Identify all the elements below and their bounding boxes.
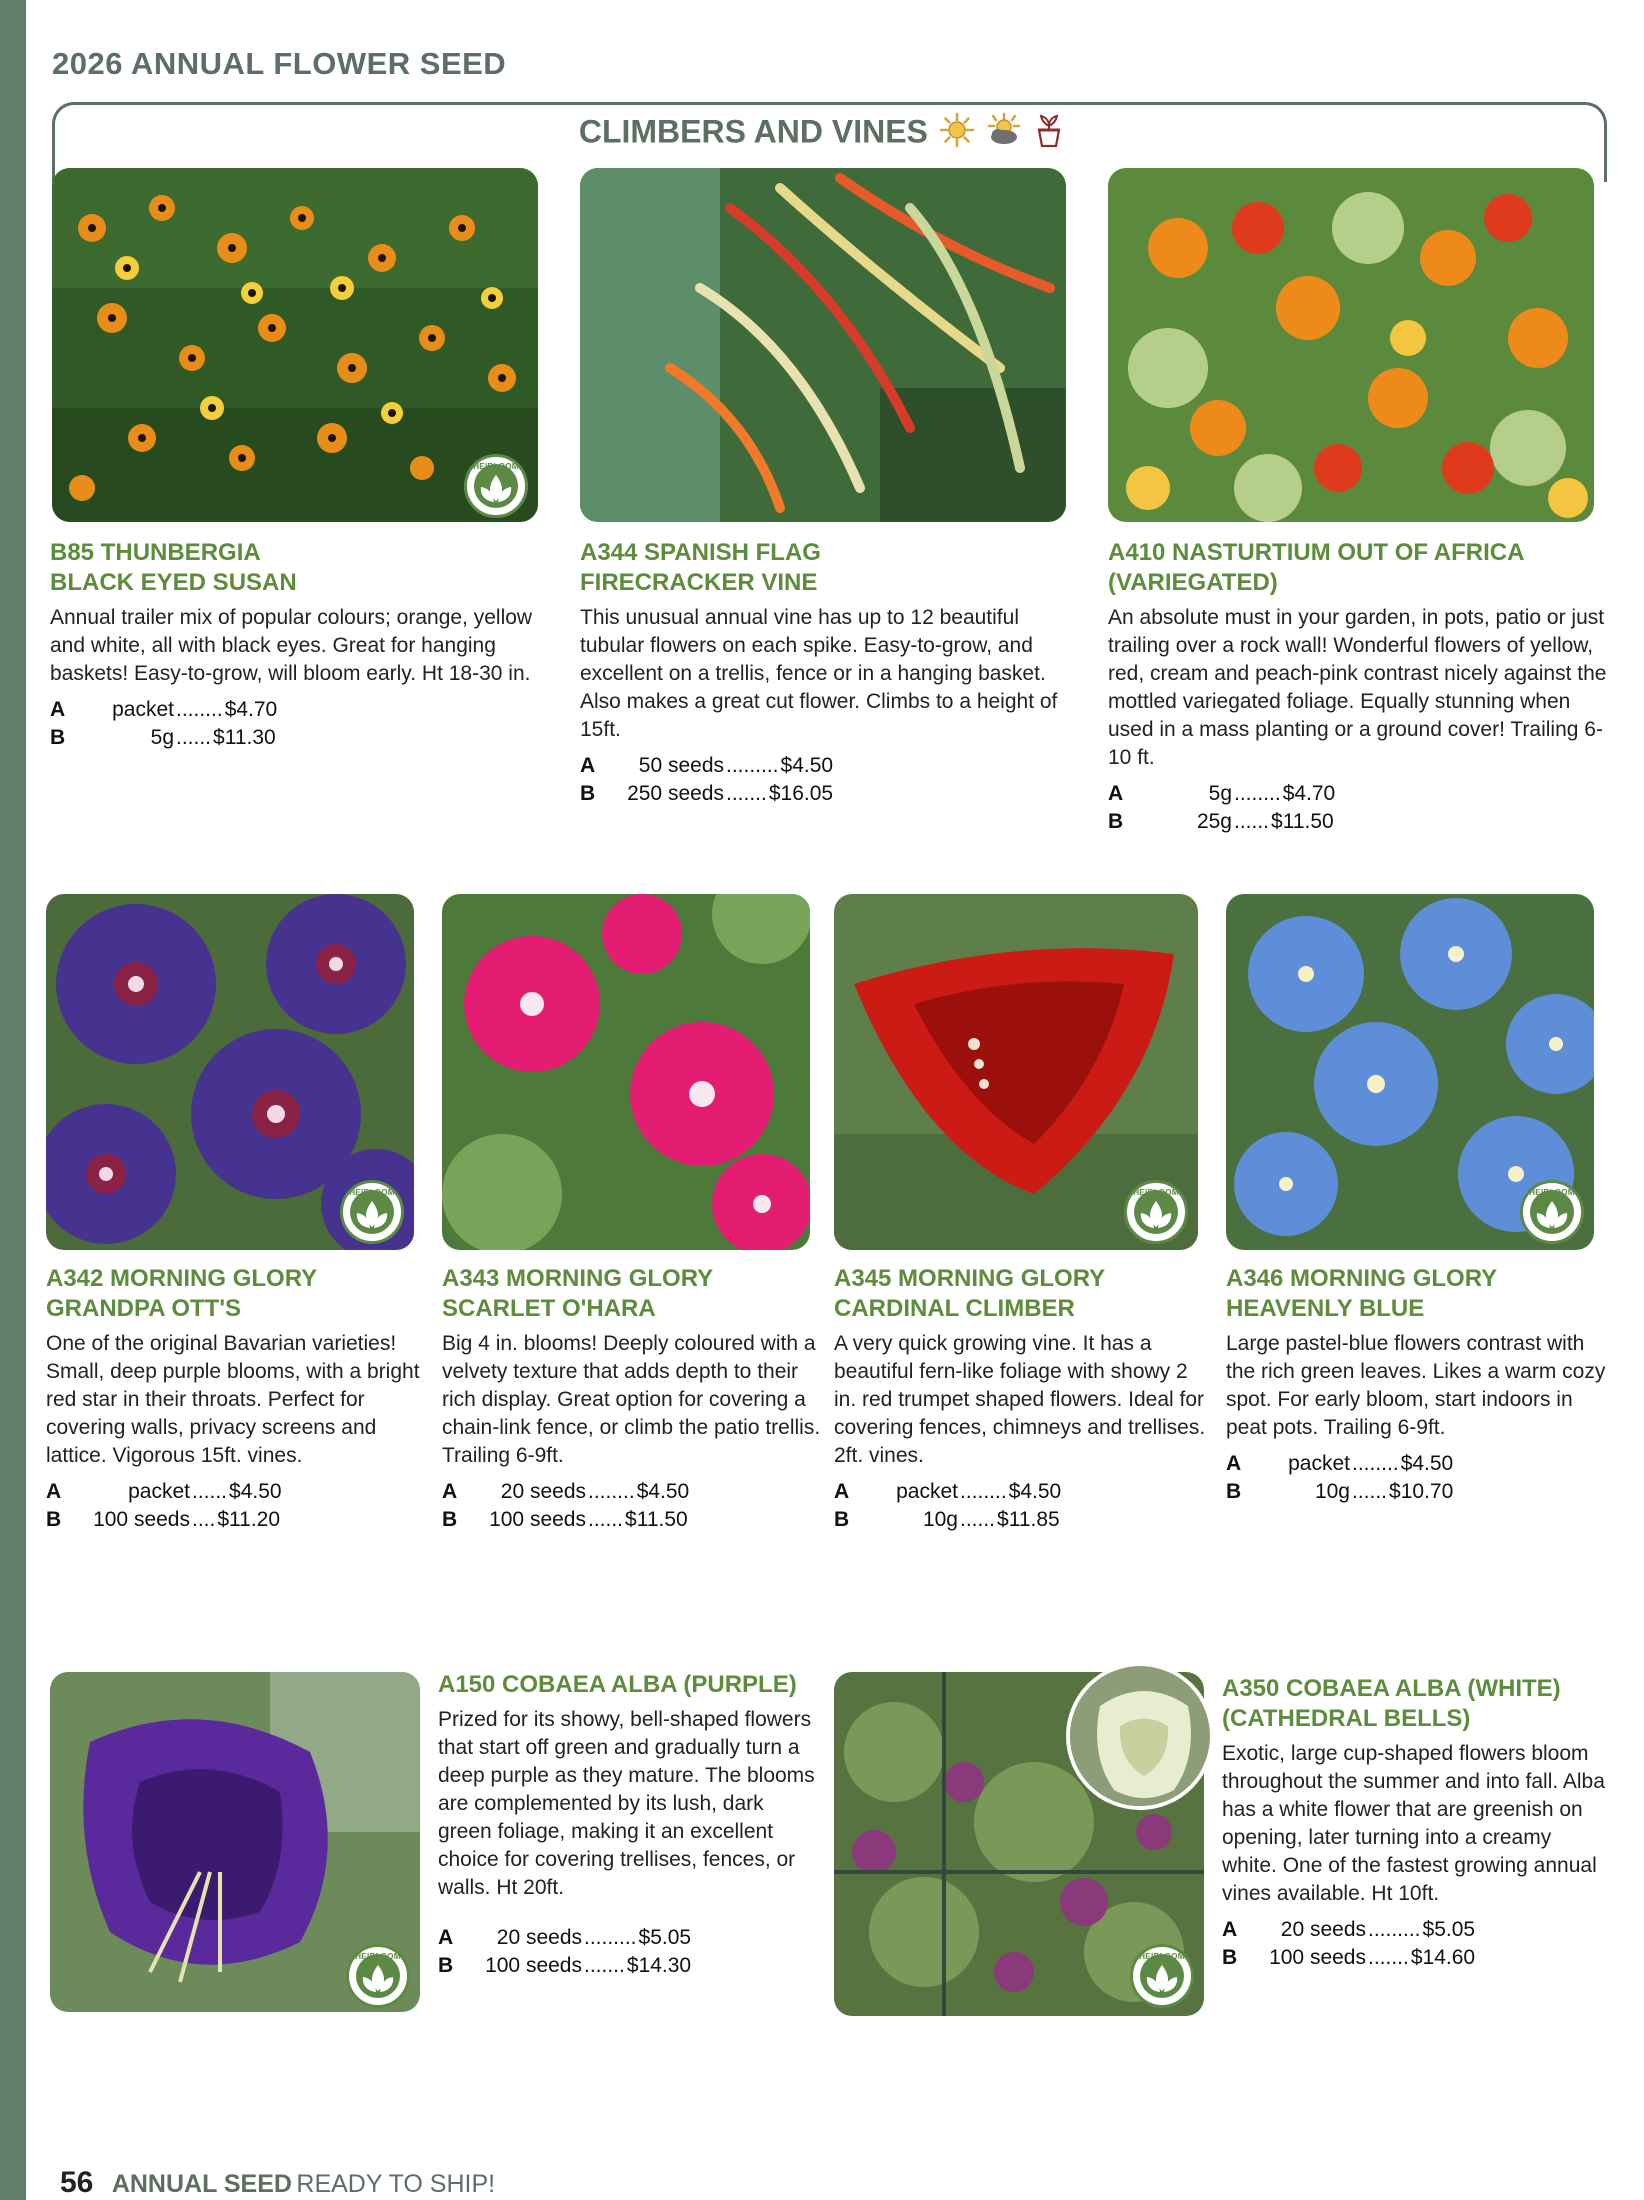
price-code: A	[1222, 1918, 1238, 1941]
heirloom-badge	[1130, 1944, 1194, 2008]
price-row-a	[580, 752, 1080, 780]
price-code: B	[438, 1954, 454, 1977]
price-size: 20 seeds	[500, 1480, 586, 1503]
price-list	[442, 1478, 822, 1534]
price-code: A	[438, 1926, 454, 1949]
price-code: B	[1226, 1480, 1242, 1503]
price-leader: ......	[192, 1480, 228, 1503]
product-a342	[46, 1264, 426, 1534]
price-size: 10g	[1314, 1480, 1350, 1503]
price-size: 10g	[922, 1508, 958, 1531]
product-title-line1: A342 MORNING GLORY	[46, 1265, 318, 1292]
price-leader: .........	[726, 754, 779, 777]
price-size: 50 seeds	[638, 754, 724, 777]
product-title-line2: (CATHEDRAL BELLS)	[1222, 1705, 1471, 1732]
page-header: 2026 ANNUAL FLOWER SEED	[52, 46, 507, 81]
product-title-line1: A343 MORNING GLORY	[442, 1265, 714, 1292]
section-title: CLIMBERS AND VINES	[578, 113, 928, 150]
price-list	[1108, 780, 1608, 836]
price-size: packet	[1288, 1452, 1350, 1475]
price-code: A	[1108, 782, 1124, 805]
heirloom-badge	[340, 1180, 404, 1244]
price-list	[46, 1478, 426, 1534]
price-leader: .......	[584, 1954, 625, 1977]
product-description: A very quick growing vine. It has a beautiful fern-like foliage with showy 2 in. red trumpet shaped flowers. Ideal for covering fences, chimneys and trellises. 2ft. vines.	[834, 1332, 1206, 1467]
product-title	[1222, 1674, 1606, 1734]
product-title-line2: HEAVENLY BLUE	[1226, 1295, 1425, 1322]
price-value: $11.50	[1271, 810, 1334, 833]
heirloom-badge-text: HEIRLOOM	[1529, 1188, 1575, 1197]
product-description: Exotic, large cup-shaped flowers bloom throughout the summer and into fall. Alba has a white flower that are greenish on opening, later turning into a creamy white. One of the fastest growing annual vines available. Ht 10ft.	[1222, 1742, 1605, 1905]
price-value: $11.85	[997, 1508, 1060, 1531]
price-value: $5.05	[638, 1926, 692, 1949]
product-title-line1: A410 NASTURTIUM OUT OF AFRICA	[1108, 539, 1525, 566]
heirloom-badge-text: HEIRLOOM	[349, 1188, 395, 1197]
price-value: $11.20	[217, 1508, 281, 1531]
product-title-line1: A150 COBAEA ALBA (PURPLE)	[438, 1671, 797, 1698]
price-list	[438, 1924, 818, 1980]
price-size: 100 seeds	[93, 1508, 190, 1531]
price-size: packet	[112, 698, 174, 721]
price-value: $14.60	[1410, 1946, 1476, 1969]
container-icon	[1033, 112, 1065, 152]
product-description: This unusual annual vine has up to 12 beautiful tubular flowers on each spike. Easy-to-grow, and excellent on a trellis, fence or in a hanging basket. Also makes a great cut flower. Climbs to a height of 15ft.	[580, 606, 1058, 741]
product-title-line2: CARDINAL CLIMBER	[834, 1295, 1075, 1322]
price-row-a	[50, 696, 550, 724]
price-size: packet	[128, 1480, 190, 1503]
price-list	[1222, 1916, 1606, 1972]
price-value: $10.70	[1389, 1480, 1454, 1503]
scarlet-ohara-photo	[442, 894, 810, 1250]
heirloom-badge-text: HEIRLOOM	[1139, 1952, 1185, 1961]
heirloom-badge	[464, 454, 528, 518]
product-description: Annual trailer mix of popular colours; orange, yellow and white, all with black eyes. Great for hanging baskets! Easy-to-grow, will bloom early. Ht 18-30 in.	[50, 606, 533, 685]
product-a346	[1226, 1264, 1606, 1506]
price-row-a	[438, 1924, 818, 1952]
product-title	[1226, 1264, 1606, 1324]
price-row-a	[1226, 1450, 1606, 1478]
price-row-a	[1222, 1916, 1606, 1944]
price-size: 250 seeds	[627, 782, 724, 805]
product-a150	[438, 1670, 818, 1980]
product-description: Prized for its showy, bell-shaped flowers that start off green and gradually turn a deep purple as they mature. The blooms are complemented by its lush, dark green foliage, making it an excellent choice for covering trellises, fences, or walls. Ht 20ft.	[438, 1708, 815, 1899]
nasturtium-photo	[1108, 168, 1594, 522]
price-value: $4.70	[224, 698, 278, 721]
price-row-a	[442, 1478, 822, 1506]
price-leader: ........	[176, 698, 223, 721]
price-row-b	[46, 1506, 426, 1534]
price-value: $4.50	[1400, 1452, 1454, 1475]
price-code: A	[442, 1480, 458, 1503]
price-row-a	[1108, 780, 1608, 808]
cobaea-white-inset-photo	[1066, 1662, 1214, 1810]
product-title-line2: (VARIEGATED)	[1108, 569, 1278, 596]
price-value: $5.05	[1422, 1918, 1476, 1941]
product-title	[442, 1264, 822, 1324]
price-code: B	[1222, 1946, 1238, 1969]
page-number: 56	[60, 2166, 94, 2199]
price-value: $4.50	[780, 754, 834, 777]
price-code: A	[580, 754, 596, 777]
price-list	[50, 696, 550, 752]
price-list	[834, 1478, 1214, 1534]
price-size: 20 seeds	[1280, 1918, 1366, 1941]
spanish-flag-photo	[580, 168, 1066, 522]
heirloom-badge	[1520, 1180, 1584, 1244]
product-title	[438, 1670, 818, 1700]
price-code: B	[834, 1508, 850, 1531]
section-title-bar	[0, 112, 1644, 152]
price-row-b	[580, 780, 1080, 808]
part-sun-icon	[986, 112, 1022, 152]
price-value: $4.50	[229, 1480, 282, 1503]
price-leader: ......	[1352, 1480, 1388, 1503]
price-code: A	[1226, 1452, 1242, 1475]
price-row-b	[442, 1506, 822, 1534]
price-value: $4.50	[636, 1480, 690, 1503]
price-row-b	[438, 1952, 818, 1980]
product-title	[834, 1264, 1214, 1324]
product-title-line2: SCARLET O'HARA	[442, 1295, 656, 1322]
price-leader: ......	[1234, 810, 1270, 833]
price-size: 20 seeds	[496, 1926, 582, 1949]
price-leader: ........	[588, 1480, 635, 1503]
price-code: B	[1108, 810, 1124, 833]
price-size: 100 seeds	[485, 1954, 582, 1977]
product-a410	[1108, 538, 1608, 836]
price-code: A	[50, 698, 66, 721]
product-description: One of the original Bavarian varieties! Small, deep purple blooms, with a bright red star in their throats. Perfect for covering walls, privacy screens and lattice. Vigorous 15ft. vines.	[46, 1332, 420, 1467]
product-description: Large pastel-blue flowers contrast with the rich green leaves. Likes a warm cozy spot. For early bloom, start indoors in peat pots. Trailing 6-9ft.	[1226, 1332, 1606, 1439]
product-title-line2: FIRECRACKER VINE	[580, 569, 818, 596]
price-code: B	[580, 782, 596, 805]
price-leader: ......	[588, 1508, 624, 1531]
price-leader: ........	[1352, 1452, 1399, 1475]
price-leader: .......	[726, 782, 767, 805]
price-row-b	[50, 724, 550, 752]
price-value: $11.30	[213, 726, 276, 749]
product-description: An absolute must in your garden, in pots, patio or just trailing over a rock wall! Wonderful flowers of yellow, red, cream and peach-pink contrast nicely against the mottled variegated foliage. Equally stunning when used in a mass planting or a ground cover! Trailing 6-10 ft.	[1108, 606, 1607, 769]
price-size: 100 seeds	[489, 1508, 586, 1531]
price-leader: ......	[960, 1508, 996, 1531]
heirloom-badge-text: HEIRLOOM	[1133, 1188, 1179, 1197]
product-a345	[834, 1264, 1214, 1534]
product-b85	[50, 538, 550, 752]
price-size: 5g	[1208, 782, 1232, 805]
product-a344	[580, 538, 1080, 808]
product-title-line2: GRANDPA OTT'S	[46, 1295, 242, 1322]
price-leader: ....	[192, 1508, 216, 1531]
price-value: $14.30	[626, 1954, 692, 1977]
product-title-line1: A350 COBAEA ALBA (WHITE)	[1222, 1675, 1561, 1702]
product-a350	[1222, 1674, 1606, 1972]
price-row-a	[834, 1478, 1214, 1506]
heirloom-badge	[346, 1944, 410, 2008]
price-value: $4.70	[1282, 782, 1336, 805]
price-code: A	[834, 1480, 850, 1503]
thunbergia-photo	[52, 168, 538, 522]
price-size: packet	[896, 1480, 958, 1503]
footer-label-bold: ANNUAL SEED	[111, 2170, 292, 2198]
product-a343	[442, 1264, 822, 1534]
price-leader: ......	[176, 726, 212, 749]
product-title	[580, 538, 1080, 598]
price-code: B	[50, 726, 66, 749]
product-title	[46, 1264, 426, 1324]
price-row-b	[1226, 1478, 1606, 1506]
price-row-a	[46, 1478, 426, 1506]
product-title	[50, 538, 550, 598]
price-code: B	[442, 1508, 458, 1531]
footer-label: READY TO SHIP!	[296, 2170, 496, 2198]
product-title-line2: BLACK EYED SUSAN	[50, 569, 297, 596]
heirloom-badge-text: HEIRLOOM	[473, 462, 519, 471]
price-value: $16.05	[768, 782, 834, 805]
side-color-strip	[0, 0, 26, 2200]
product-description: Big 4 in. blooms! Deeply coloured with a velvety texture that adds depth to their rich display. Great option for covering a chain-link fence, or climb the patio trellis. Trailing 6-9ft.	[442, 1332, 821, 1467]
price-code: B	[46, 1508, 62, 1531]
page-footer	[60, 2166, 495, 2200]
price-row-b	[834, 1506, 1214, 1534]
price-size: 25g	[1196, 810, 1232, 833]
product-title-line1: A344 SPANISH FLAG	[580, 539, 821, 566]
price-leader: .......	[1368, 1946, 1409, 1969]
product-title-line1: B85 THUNBERGIA	[50, 539, 261, 566]
price-value: $11.50	[625, 1508, 688, 1531]
heirloom-badge	[1124, 1180, 1188, 1244]
price-leader: ........	[1234, 782, 1281, 805]
price-row-b	[1222, 1944, 1606, 1972]
price-row-b	[1108, 808, 1608, 836]
product-title	[1108, 538, 1608, 598]
price-leader: ........	[960, 1480, 1007, 1503]
price-size: 100 seeds	[1269, 1946, 1366, 1969]
price-value: $4.50	[1008, 1480, 1062, 1503]
price-size: 5g	[150, 726, 174, 749]
product-title-line1: A346 MORNING GLORY	[1226, 1265, 1498, 1292]
price-leader: .........	[1368, 1918, 1421, 1941]
price-list	[1226, 1450, 1606, 1506]
heirloom-badge-text: HEIRLOOM	[355, 1952, 401, 1961]
price-leader: .........	[584, 1926, 637, 1949]
price-list	[580, 752, 1080, 808]
sun-icon	[939, 112, 975, 152]
product-title-line1: A345 MORNING GLORY	[834, 1265, 1106, 1292]
price-code: A	[46, 1480, 62, 1503]
